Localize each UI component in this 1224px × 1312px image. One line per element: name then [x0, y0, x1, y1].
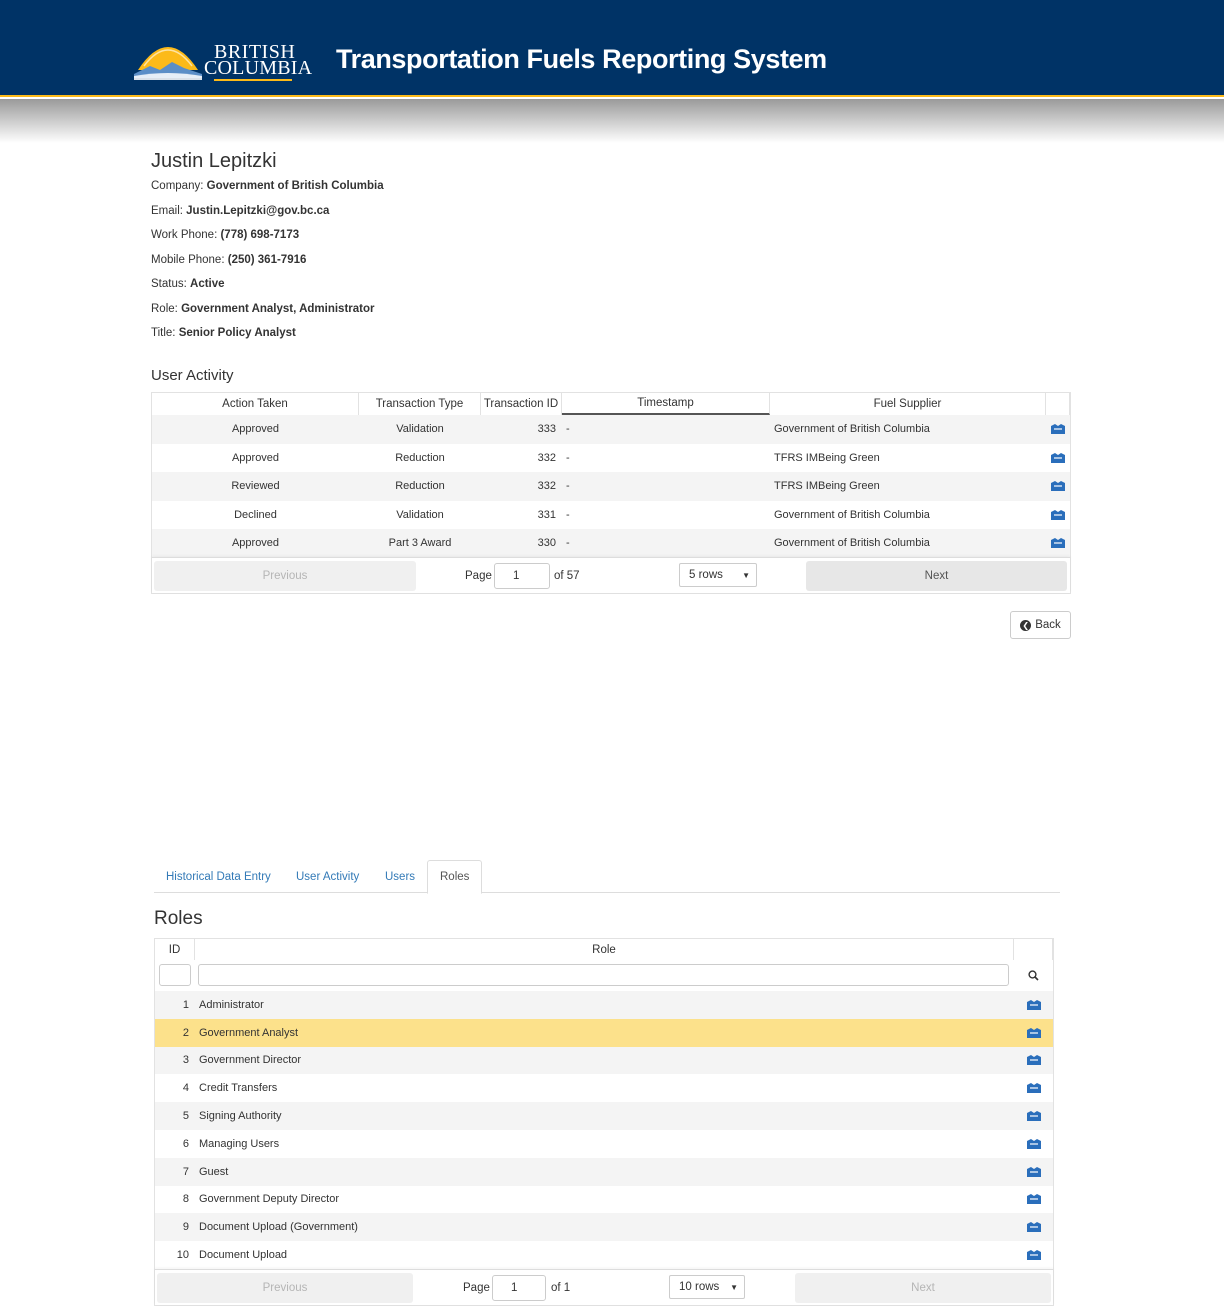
- total-pages-label: of 57: [554, 570, 580, 582]
- table-row[interactable]: [155, 1213, 1053, 1241]
- transaction-id-cell: 330: [537, 537, 556, 550]
- role-id-cell: 7: [182, 1165, 189, 1178]
- edit-cell[interactable]: [1014, 1186, 1053, 1214]
- user-profile: [151, 150, 1071, 352]
- transaction-type-cell: Reduction: [395, 451, 445, 464]
- rows-per-page-value: 10 rows: [679, 1281, 720, 1293]
- edit-cell[interactable]: [1014, 1074, 1053, 1102]
- edit-cell[interactable]: [1046, 529, 1070, 558]
- search-icon: [1028, 970, 1039, 981]
- edit-pencil-icon[interactable]: [1051, 538, 1065, 548]
- table-row[interactable]: [155, 1241, 1053, 1269]
- next-button[interactable]: Next: [806, 561, 1067, 591]
- total-pages-label: of 1: [551, 1282, 571, 1294]
- timestamp-cell: -: [566, 480, 570, 493]
- edit-cell[interactable]: [1046, 415, 1070, 444]
- profile-field-label: Title:: [151, 327, 176, 339]
- action-cell: Approved: [231, 537, 280, 550]
- profile-field-value: Justin.Lepitzki@gov.bc.ca: [186, 204, 330, 217]
- role-name-cell: Government Analyst: [199, 1026, 299, 1039]
- role-name-cell: Credit Transfers: [199, 1082, 278, 1095]
- edit-pencil-icon[interactable]: [1027, 1028, 1041, 1038]
- action-cell: Approved: [231, 423, 280, 436]
- profile-field-label: Company:: [151, 180, 204, 192]
- action-cell: Declined: [234, 508, 277, 521]
- timestamp-cell: -: [566, 451, 570, 464]
- pagination: [152, 557, 1070, 593]
- edit-cell[interactable]: [1014, 1241, 1053, 1269]
- table-row[interactable]: [155, 991, 1053, 1019]
- role-name-cell: Document Upload (Government): [199, 1221, 358, 1234]
- transaction-type-cell: Part 3 Award: [388, 537, 452, 550]
- col-transaction-id[interactable]: Transaction ID: [481, 393, 562, 415]
- page-label: Page: [463, 1282, 490, 1294]
- profile-field-value: Government of British Columbia: [206, 180, 384, 192]
- previous-button[interactable]: Previous: [157, 1273, 413, 1303]
- profile-field-value: Senior Policy Analyst: [178, 327, 296, 339]
- edit-pencil-icon[interactable]: [1027, 1250, 1041, 1260]
- caret-down-icon: ▼: [742, 571, 750, 580]
- fuel-supplier-cell: Government of British Columbia: [774, 423, 930, 436]
- col-action-taken[interactable]: Action Taken: [152, 393, 359, 415]
- table-row[interactable]: [155, 1074, 1053, 1102]
- edit-pencil-icon[interactable]: [1051, 453, 1065, 463]
- edit-pencil-icon[interactable]: [1051, 481, 1065, 491]
- transaction-type-cell: Validation: [396, 508, 444, 521]
- col-fuel-supplier[interactable]: Fuel Supplier: [770, 393, 1046, 415]
- profile-field: [151, 254, 1071, 279]
- action-cell: Approved: [231, 451, 280, 464]
- role-id-cell: 8: [182, 1193, 189, 1206]
- page-label: Page: [465, 570, 492, 582]
- profile-field: [151, 327, 1071, 352]
- table-row[interactable]: [152, 501, 1070, 530]
- table-row[interactable]: [152, 415, 1070, 444]
- logo-text-british: BRITISH: [214, 41, 296, 63]
- role-id-cell: 2: [182, 1026, 189, 1039]
- edit-cell[interactable]: [1014, 1047, 1053, 1075]
- app-title: Transportation Fuels Reporting System: [336, 44, 827, 74]
- back-button[interactable]: [1010, 611, 1071, 639]
- app-header: [0, 0, 1224, 97]
- profile-field: [151, 278, 1071, 303]
- logo-underline: [214, 79, 292, 81]
- edit-cell[interactable]: [1014, 1130, 1053, 1158]
- pagination: [155, 1269, 1053, 1305]
- edit-pencil-icon[interactable]: [1051, 510, 1065, 520]
- admin-tabs: [154, 860, 1060, 893]
- rows-per-page-select[interactable]: [669, 1275, 745, 1299]
- table-row[interactable]: [155, 1019, 1053, 1047]
- edit-pencil-icon[interactable]: [1027, 1167, 1041, 1177]
- table-header: [155, 939, 1053, 960]
- edit-pencil-icon[interactable]: [1027, 1083, 1041, 1093]
- profile-field-value: Government Analyst, Administrator: [181, 302, 375, 315]
- chevron-left-icon: ❮: [1020, 620, 1031, 631]
- col-actions[interactable]: [1046, 393, 1070, 415]
- col-actions[interactable]: [1014, 939, 1053, 960]
- table-row[interactable]: [155, 1130, 1053, 1158]
- edit-cell[interactable]: [1046, 501, 1070, 530]
- edit-pencil-icon[interactable]: [1027, 1055, 1041, 1065]
- rows-per-page-select[interactable]: [679, 563, 757, 587]
- transaction-type-cell: Validation: [396, 423, 444, 436]
- timestamp-cell: -: [566, 423, 570, 436]
- profile-field-value: (778) 698-7173: [220, 229, 300, 241]
- col-timestamp[interactable]: Timestamp: [562, 393, 770, 415]
- search-button[interactable]: [1014, 960, 1053, 991]
- profile-field-label: Work Phone:: [151, 229, 218, 241]
- edit-pencil-icon[interactable]: [1027, 1111, 1041, 1121]
- role-id-cell: 10: [176, 1249, 189, 1262]
- table-row[interactable]: [152, 444, 1070, 473]
- role-id-cell: 5: [182, 1110, 189, 1123]
- profile-field: [151, 303, 1071, 328]
- col-transaction-type[interactable]: Transaction Type: [359, 393, 481, 415]
- tab-users[interactable]: Users: [385, 870, 416, 883]
- header-shadow: [0, 99, 1224, 143]
- role-filter-input[interactable]: [198, 964, 1009, 986]
- table-row[interactable]: [155, 1102, 1053, 1130]
- edit-cell[interactable]: [1014, 1019, 1053, 1047]
- transaction-id-cell: 332: [537, 451, 556, 464]
- role-id-cell: 9: [182, 1221, 189, 1234]
- table-row[interactable]: [155, 1158, 1053, 1186]
- tab-user-activity[interactable]: User Activity: [296, 870, 360, 883]
- profile-field-value: (250) 361-7916: [227, 253, 307, 266]
- user-activity-table: [151, 392, 1071, 594]
- action-cell: Reviewed: [231, 480, 280, 493]
- role-id-cell: 1: [182, 998, 189, 1011]
- page-number-input[interactable]: 1: [492, 1275, 546, 1301]
- edit-pencil-icon[interactable]: [1027, 1139, 1041, 1149]
- role-id-cell: 3: [182, 1054, 189, 1067]
- fuel-supplier-cell: Government of British Columbia: [774, 537, 930, 550]
- table-row[interactable]: [152, 529, 1070, 558]
- fuel-supplier-cell: Government of British Columbia: [774, 508, 930, 521]
- next-button[interactable]: Next: [795, 1273, 1051, 1303]
- edit-cell[interactable]: [1014, 1102, 1053, 1130]
- id-filter-input[interactable]: [159, 964, 191, 986]
- tab-historical-data-entry[interactable]: Historical Data Entry: [166, 870, 271, 883]
- user-name: Justin Lepitzki: [151, 150, 277, 172]
- role-name-cell: Government Director: [199, 1054, 302, 1067]
- edit-pencil-icon[interactable]: [1027, 1000, 1041, 1010]
- role-name-cell: Managing Users: [199, 1137, 280, 1150]
- edit-pencil-icon[interactable]: [1027, 1222, 1041, 1232]
- profile-field-label: Email:: [151, 204, 183, 217]
- role-name-cell: Government Deputy Director: [199, 1193, 339, 1206]
- page-number-input[interactable]: 1: [494, 563, 550, 589]
- profile-field-value: Active: [190, 278, 225, 290]
- transaction-id-cell: 332: [537, 480, 556, 493]
- timestamp-cell: -: [566, 508, 570, 521]
- profile-field-label: Status:: [151, 278, 187, 290]
- edit-cell[interactable]: [1014, 991, 1053, 1019]
- user-activity-title: User Activity: [151, 367, 234, 384]
- table-header: [152, 393, 1070, 415]
- profile-field: [151, 205, 1071, 230]
- role-name-cell: Guest: [199, 1165, 229, 1178]
- profile-field-label: Mobile Phone:: [151, 253, 225, 266]
- role-name-cell: Administrator: [199, 998, 264, 1011]
- filter-row: [155, 960, 1053, 991]
- fuel-supplier-cell: TFRS IMBeing Green: [774, 480, 880, 493]
- role-id-cell: 6: [182, 1137, 189, 1150]
- profile-field: [151, 180, 1071, 205]
- profile-field: [151, 229, 1071, 254]
- role-id-cell: 4: [182, 1082, 189, 1095]
- roles-table: [154, 938, 1054, 1306]
- edit-cell[interactable]: [1014, 1213, 1053, 1241]
- fuel-supplier-cell: TFRS IMBeing Green: [774, 451, 880, 464]
- col-role[interactable]: Role: [195, 939, 1014, 960]
- role-name-cell: Signing Authority: [199, 1110, 282, 1123]
- edit-cell[interactable]: [1014, 1158, 1053, 1186]
- table-row[interactable]: [155, 1047, 1053, 1075]
- timestamp-cell: -: [566, 537, 570, 550]
- edit-cell[interactable]: [1046, 472, 1070, 501]
- logo-text-columbia: COLUMBIA: [204, 57, 313, 79]
- previous-button[interactable]: Previous: [154, 561, 416, 591]
- col-id[interactable]: ID: [155, 939, 195, 960]
- table-row[interactable]: [155, 1186, 1053, 1214]
- transaction-id-cell: 331: [537, 508, 556, 521]
- role-name-cell: Document Upload: [199, 1249, 288, 1262]
- edit-cell[interactable]: [1046, 444, 1070, 473]
- edit-pencil-icon[interactable]: [1051, 424, 1065, 434]
- profile-field-label: Role:: [151, 302, 178, 315]
- transaction-id-cell: 333: [537, 423, 556, 436]
- roles-title: Roles: [154, 908, 203, 929]
- tab-roles[interactable]: Roles: [427, 860, 482, 894]
- caret-down-icon: ▼: [730, 1283, 738, 1292]
- table-row[interactable]: [152, 472, 1070, 501]
- edit-pencil-icon[interactable]: [1027, 1194, 1041, 1204]
- transaction-type-cell: Reduction: [395, 480, 445, 493]
- back-button-label: Back: [1035, 619, 1061, 631]
- rows-per-page-value: 5 rows: [689, 569, 723, 581]
